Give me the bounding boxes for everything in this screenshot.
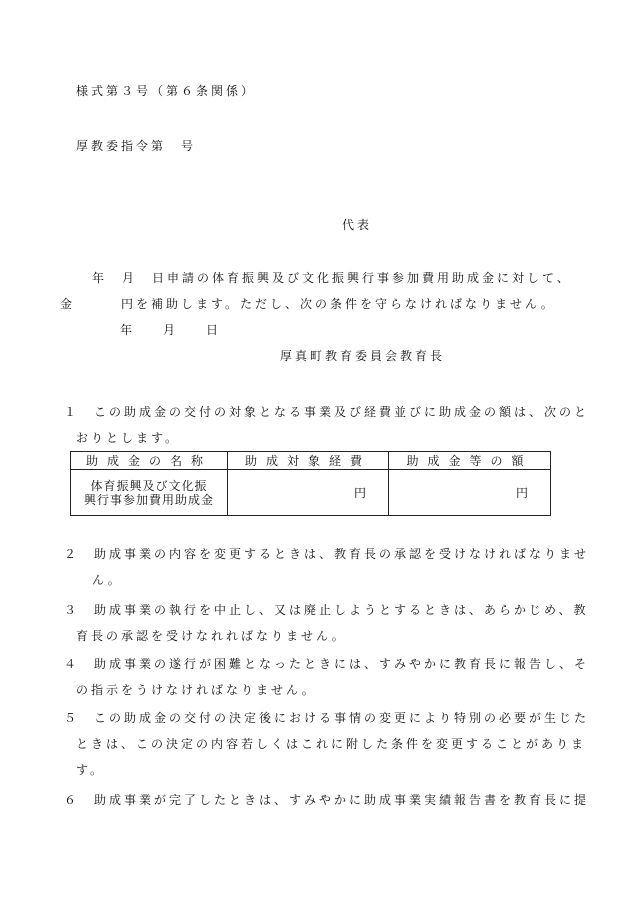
date-year: 年 <box>120 323 136 337</box>
form-number: 様式第３号（第６条関係） <box>76 84 257 98</box>
condition-3-line-1: ３ 助成事業の執行を中止し、又は廃止しようとするときは、あらかじめ、教 <box>64 603 589 617</box>
condition-5-line-3: す。 <box>76 763 106 777</box>
amount-prefix: 金 <box>60 297 76 311</box>
condition-2-line-1: ２ 助成事業の内容を変更するときは、教育長の承認を受けなければなりませ <box>64 547 590 561</box>
grant-name-line-2: 興行事参加費用助成金 <box>83 492 214 507</box>
representative-label: 代表 <box>342 218 373 232</box>
condition-4-line-2: の指示をうけなければなりません。 <box>76 683 317 697</box>
condition-3-line-2: 育長の承認を受けなれればなりません。 <box>76 629 347 643</box>
grant-notice-line-1: 年 月 日申請の体育振興及び文化振興行事参加費用助成金に対して、 <box>92 271 572 285</box>
condition-4-line-1: ４ 助成事業の遂行が困難となったときには、すみやかに教育長に報告し、そ <box>64 657 590 671</box>
column-header-grant-name: 助成金の名称 <box>71 452 228 470</box>
grant-table <box>70 451 551 516</box>
directive-number: 厚教委指令第 号 <box>76 139 197 153</box>
grant-name-line-1: 体育振興及び文化振 <box>90 478 208 493</box>
table-header-row <box>71 452 551 470</box>
column-header-eligible-expenses: 助成対象経費 <box>228 452 389 470</box>
grant-amount-cell: 円 <box>389 470 551 516</box>
signatory: 厚真町教育委員会教育長 <box>280 349 446 363</box>
condition-1-line-1: １ この助成金の交付の対象となる事業及び経費並びに助成金の額は、次のと <box>64 405 590 419</box>
eligible-expenses-cell: 円 <box>228 470 389 516</box>
condition-1-line-2: おりとします。 <box>76 431 181 445</box>
date-month: 月 <box>163 323 179 337</box>
condition-5-line-1: ５ この助成金の交付の決定後における事情の変更により特別の必要が生じた <box>64 711 590 725</box>
condition-2-line-2: ん。 <box>92 573 123 587</box>
grant-notice-line-2: 円を補助します。ただし、次の条件を守らなければなりません。 <box>121 297 556 311</box>
column-header-grant-amount: 助成金等の額 <box>389 452 551 470</box>
table-row <box>71 470 551 516</box>
condition-6-line-1: ６ 助成事業が完了したときは、すみやかに助成事業実績報告書を教育長に提 <box>64 793 590 807</box>
grant-name-cell <box>71 470 228 516</box>
condition-5-line-2: ときは、この決定の内容若しくはこれに附した条件を変更することがありま <box>76 737 587 751</box>
date-day: 日 <box>206 323 222 337</box>
